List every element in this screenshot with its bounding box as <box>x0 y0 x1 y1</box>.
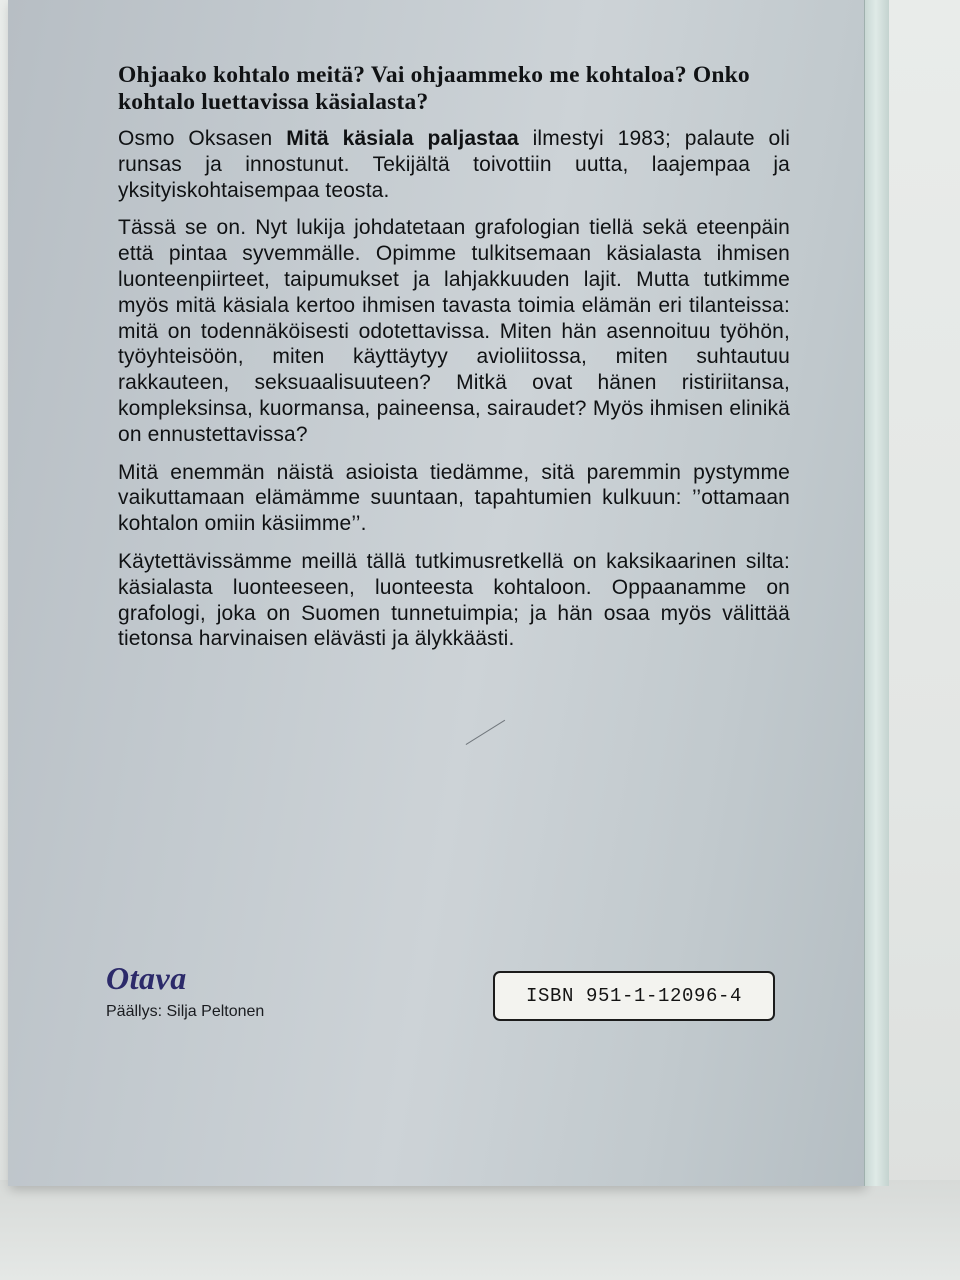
paragraph-1-author-text: Osmo Oksasen <box>118 127 287 150</box>
paragraph-1-remainder: ilmestyi 1983; palaute oli runsas ja innostunut. Tekijältä toivottiin uutta, laajempaa ja yksityiskohtaisempaa teosta. <box>118 127 791 202</box>
book-page-edge <box>864 0 889 1186</box>
blurb-paragraph-1 <box>118 126 790 203</box>
blurb-paragraph-4: Käytettävissämme meillä tällä tutkimusretkellä on kaksikaarinen silta: käsialasta luonteeseen, luonteesta kohtaloon. Oppaanamme on grafologi, joka on Suomen tunnetuimpia; ja hän osaa myös välittää tietonsa harvinaisen elävästi ja älykkäästi. <box>118 549 790 651</box>
isbn-number: ISBN 951-1-12096-4 <box>525 985 743 1007</box>
table-surface <box>0 1180 960 1280</box>
blurb-paragraph-2: Tässä se on. Nyt lukija johdatetaan grafologian tiellä sekä eteenpäin että pintaa syvemmälle. Opimme tulkitsemaan käsialasta ihmisen luonteenpiirteet, taipumukset ja lahjakkuuden lajit. Mutta tutkimme myös mitä käsiala kertoo ihmisen tavasta toimia elämän eri tilanteissa: mitä on todennäköisesti odotettavissa. Miten hän asennoituu työhön, työyhteisöön, miten käyttäytyy avioliitossa, miten suhtautuu rakkauteen, seksuaalisuuteen? Mitkä ovat hänen ristiriitansa, kompleksinsa, kuormansa, paineensa, sairaudet? Myös ihmisen elinikä on ennustettavissa? <box>118 216 790 446</box>
blurb-paragraph-3: Mitä enemmän näistä asioista tiedämme, sitä paremmin pystymme vaikuttamaan elämämme suuntaan, tapahtumien kulkuun: ’’ottamaan kohtalon omiin käsiimme’’. <box>118 460 790 536</box>
blurb-text-block <box>118 62 790 664</box>
previous-book-title: Mitä käsiala paljastaa <box>286 127 519 150</box>
publisher-logo: Otava <box>106 960 187 996</box>
cover-designer-credit: Päällys: Silja Peltonen <box>106 1003 265 1020</box>
isbn-label <box>493 971 775 1021</box>
cover-scratch-mark <box>466 720 506 746</box>
blurb-headline: Ohjaako kohtalo meitä? Vai ohjaammeko me kohtaloa? Onko kohtalo luettavissa käsialasta? <box>118 62 750 115</box>
